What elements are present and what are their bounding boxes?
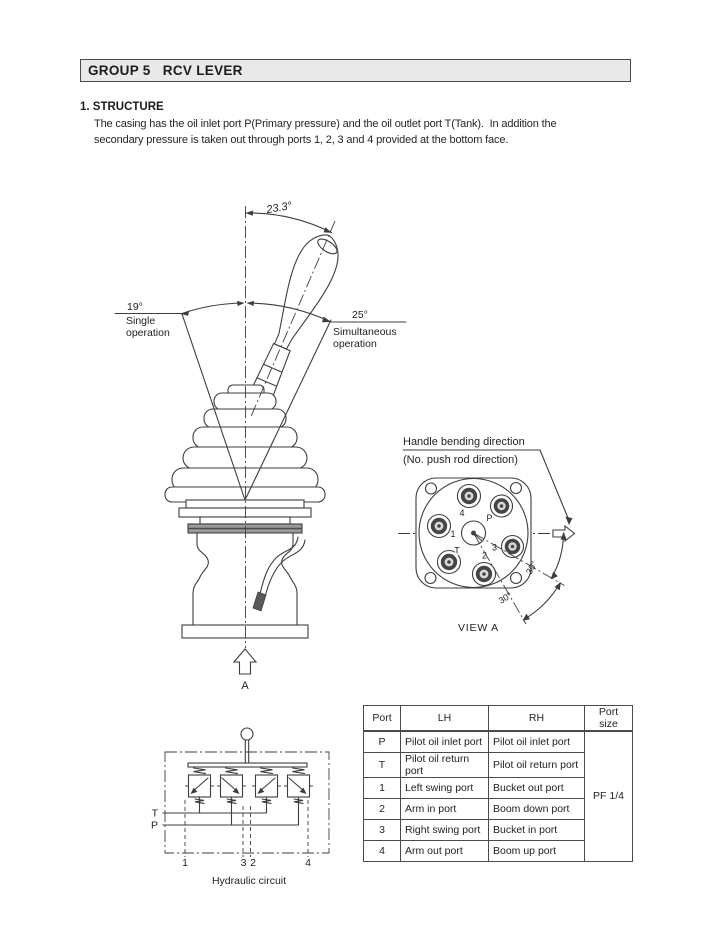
body-text-line1: The casing has the oil inlet port P(Primary pressure) and the oil outlet port T(Tank). In addition the [94, 118, 557, 130]
pilot-springs [195, 799, 303, 803]
cell-port: 2 [364, 798, 401, 819]
cell-lh: Right swing port [401, 819, 489, 840]
cell-port: 1 [364, 777, 401, 798]
port-label-t: T [454, 545, 460, 556]
port-3 [502, 536, 524, 558]
col-header-lh: LH [401, 706, 489, 732]
port-2 [473, 563, 496, 586]
port-4 [458, 485, 481, 508]
bolt-hole [511, 573, 522, 584]
cell-lh: Pilot oil return port [401, 752, 489, 777]
page-title-text: GROUP 5 RCV LEVER [88, 63, 243, 78]
casing-body [182, 533, 308, 638]
cell-rh: Boom down port [489, 798, 585, 819]
view-a-diagram [395, 432, 615, 640]
cell-port: P [364, 731, 401, 752]
bolt-hole [426, 483, 437, 494]
bolt-hole [425, 573, 436, 584]
col-header-size: Port size [585, 706, 633, 732]
cell-rh: Bucket in port [489, 819, 585, 840]
cell-port: 4 [364, 840, 401, 861]
port-1 [428, 515, 451, 538]
table-row [364, 731, 633, 752]
circuit-caption: Hydraulic circuit [211, 875, 287, 887]
cell-rh: Pilot oil return port [489, 752, 585, 777]
bending-direction-label: Handle bending direction [403, 436, 525, 448]
t-port-label: T [151, 807, 158, 820]
view-a-caption: VIEW A [458, 622, 499, 634]
mounting-flange [179, 500, 311, 533]
lever-diagram [100, 190, 420, 695]
cell-lh: Arm in port [401, 798, 489, 819]
cell-rh: Boom up port [489, 840, 585, 861]
view-direction-arrow-icon [234, 649, 256, 674]
port2-label: 2 [250, 857, 256, 869]
col-header-port: Port [364, 706, 401, 732]
port4-label: 4 [305, 857, 311, 869]
cell-port: T [364, 752, 401, 777]
hydraulic-circuit-diagram [100, 718, 352, 893]
page-title [80, 59, 631, 82]
port-label-2: 2 [481, 550, 488, 561]
port-p [491, 495, 513, 517]
table-header-row [364, 706, 633, 732]
cell-lh: Pilot oil inlet port [401, 731, 489, 752]
view-direction-label: A [241, 680, 249, 692]
spring-symbols [194, 768, 305, 774]
angle-label-upper: 30° [523, 559, 540, 576]
right-op-label-1: Simultaneous [333, 326, 397, 338]
circuit-piping [163, 797, 308, 857]
p-port-label: P [150, 819, 158, 832]
cell-lh: Arm out port [401, 840, 489, 861]
port-size-cell: PF 1/4 [585, 731, 633, 861]
bellows-boot [165, 385, 325, 502]
right-angle-label: 25° [352, 309, 368, 321]
pressure-reducing-valves [186, 775, 313, 797]
cell-rh: Pilot oil inlet port [489, 731, 585, 752]
port3-label: 3 [240, 857, 247, 869]
port-label-3: 3 [491, 542, 498, 553]
angle-label-lower: 30° [496, 590, 514, 606]
port-label-p: P [486, 513, 493, 523]
right-op-label-2: operation [333, 338, 377, 350]
left-op-label-2: operation [126, 327, 170, 339]
ports-table-body [364, 731, 633, 861]
circuit-lever-knob [241, 728, 253, 740]
ports-table [363, 705, 633, 862]
top-angle-label: 23.3° [265, 199, 293, 217]
body-text-line2: secondary pressure is taken out through ports 1, 2, 3 and 4 provided at the bottom face. [94, 134, 509, 146]
port-label-4: 4 [459, 508, 465, 518]
left-op-label-1: Single [126, 315, 156, 327]
push-rod-direction-label: (No. push rod direction) [403, 454, 518, 466]
left-angle-label: 19° [127, 301, 143, 313]
cell-lh: Left swing port [401, 777, 489, 798]
col-header-rh: RH [489, 706, 585, 732]
port1-label: 1 [182, 857, 188, 869]
bolt-hole [511, 483, 522, 494]
cell-rh: Bucket out port [489, 777, 585, 798]
section-heading: 1. STRUCTURE [80, 101, 164, 113]
cell-port: 3 [364, 819, 401, 840]
port-label-1: 1 [450, 529, 456, 539]
